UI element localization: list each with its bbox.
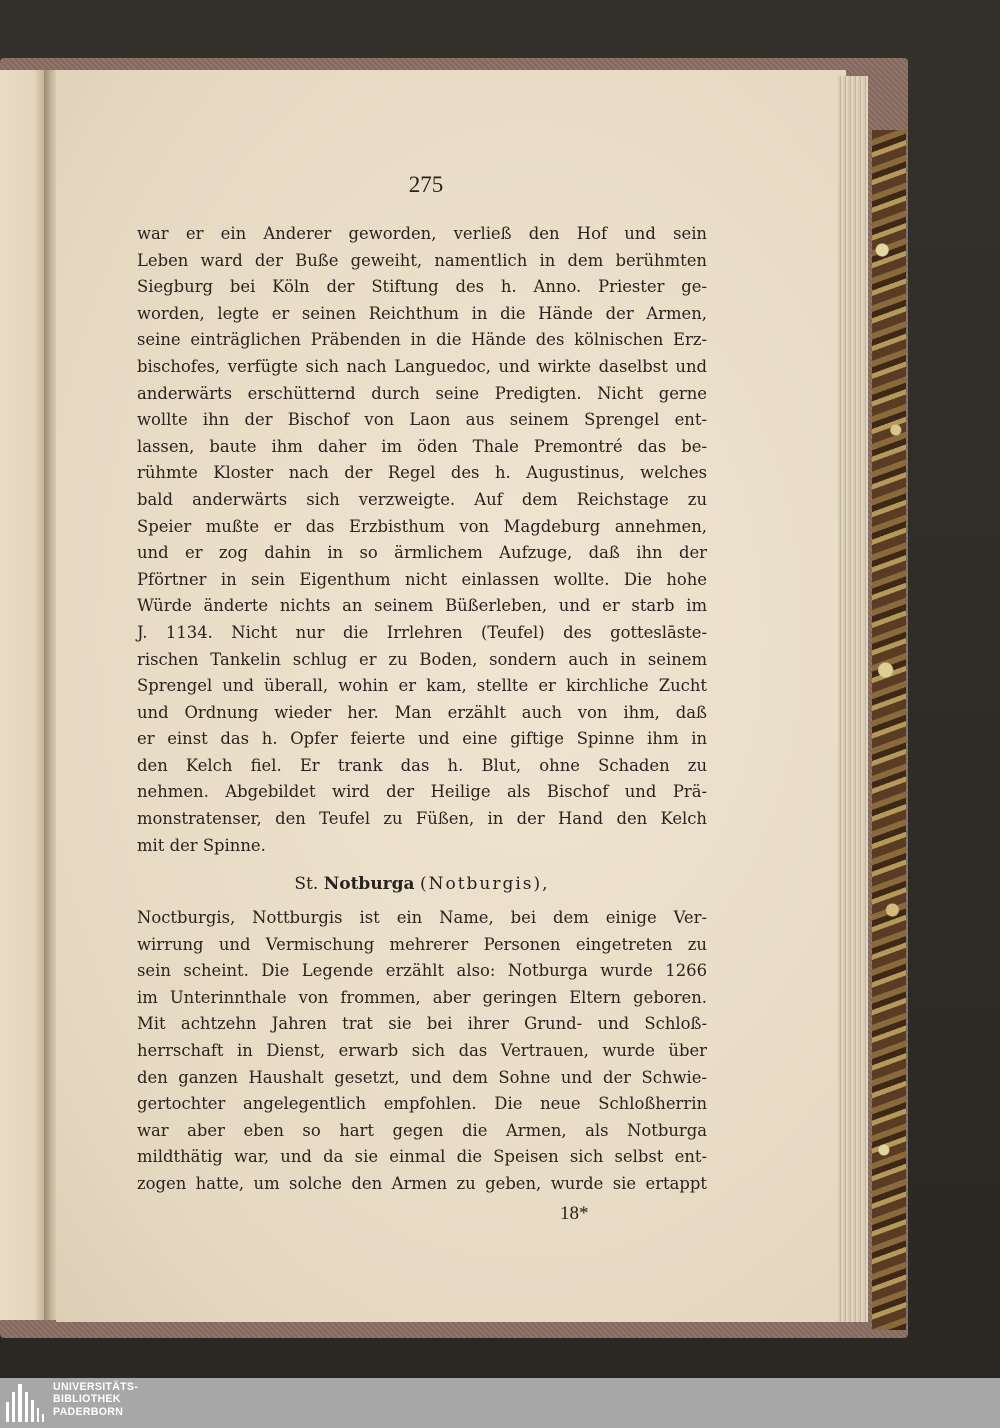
logo-line: BIBLIOTHEK xyxy=(53,1393,121,1406)
text-line: und Ordnung wieder her. Man erzählt auch von ihm, daß xyxy=(137,702,707,722)
text-line: Würde änderte nichts an seinem Büßerleben, und er starb im xyxy=(137,596,707,616)
text-line: rühmte Kloster nach der Regel des h. Augustinus, welches xyxy=(137,463,707,483)
text-line: und er zog dahin in so ärmlichem Aufzuge, daß ihn der xyxy=(137,543,707,563)
heading-alt-name: (Notburgis), xyxy=(419,874,550,894)
text-line: gertochter angelegentlich empfohlen. Die neue Schloßherrin xyxy=(137,1094,707,1114)
paragraph-norbert xyxy=(137,221,707,859)
text-line: er einst das h. Opfer feierte und eine giftige Spinne ihm in xyxy=(137,729,707,749)
library-logo-icon xyxy=(6,1384,46,1422)
text-line: Noctburgis, Nottburgis ist ein Name, bei dem einige Ver- xyxy=(137,908,707,927)
text-line: Pförtner in sein Eigenthum nicht einlassen wollte. Die hohe xyxy=(137,569,707,589)
text-line: monstratenser, den Teufel zu Füßen, in der Hand den Kelch xyxy=(137,809,707,829)
text-line: J. 1134. Nicht nur die Irrlehren (Teufel) des gotteslāste- xyxy=(137,622,707,642)
text-line: anderwärts erschütternd durch seine Predigten. Nicht gerne xyxy=(137,383,707,403)
text-line: wollte ihn der Bischof von Laon aus seinem Sprengel ent- xyxy=(137,410,707,430)
text-line: bischofes, verfügte sich nach Languedoc, und wirkte daselbst und xyxy=(137,356,707,376)
text-line: im Unterinnthale von frommen, aber geringen Eltern geboren. xyxy=(137,987,707,1007)
text-line: Speier mußte er das Erzbisthum von Magdeburg annehmen, xyxy=(137,516,707,536)
text-line: war aber eben so hart gegen die Armen, als Notburga xyxy=(137,1120,707,1140)
text-line: worden, legte er seinen Reichthum in die Hände der Armen, xyxy=(137,303,707,323)
text-line: mit der Spinne. xyxy=(137,835,266,855)
text-line: rischen Tankelin schlug er zu Boden, sondern auch in seinem xyxy=(137,649,707,669)
page-number: 275 xyxy=(408,172,444,197)
library-footer-bar xyxy=(0,1378,1000,1428)
text-line: den Kelch fiel. Er trank das h. Blut, ohne Schaden zu xyxy=(137,755,707,775)
paragraph-notburga xyxy=(137,905,707,1198)
text-line: wirrung und Vermischung mehrerer Personen eingetreten zu xyxy=(137,934,707,954)
text-line: zogen hatte, um solche den Armen zu geben, wurde sie ertappt xyxy=(137,1173,707,1193)
text-line: sein scheint. Die Legende erzählt also: Notburga wurde 1266 xyxy=(137,961,707,981)
left-page-sliver xyxy=(0,70,48,1320)
section-heading xyxy=(137,874,707,894)
library-logo-text xyxy=(53,1381,138,1418)
text-line: seine einträglichen Präbenden in die Hände des kölnischen Erz- xyxy=(137,330,707,350)
signature-mark: 18* xyxy=(560,1203,589,1224)
text-line: Leben ward der Buße geweiht, namentlich in dem berühmten xyxy=(137,250,707,270)
logo-line: UNIVERSITÄTS- xyxy=(53,1381,139,1393)
logo-line: PADERBORN xyxy=(53,1405,124,1418)
text-line: bald anderwärts sich verzweigte. Auf dem Reichstage zu xyxy=(137,489,707,509)
text-line: Sprengel und überall, wohin er kam, stellte er kirchliche Zucht xyxy=(137,676,707,696)
text-line: mildthätig war, und da sie einmal die Speisen sich selbst ent- xyxy=(137,1147,707,1167)
marbled-cover-edge xyxy=(872,130,906,1330)
heading-prefix: St. xyxy=(294,874,319,894)
heading-name: Notburga xyxy=(323,874,415,894)
text-line: lassen, baute ihm daher im öden Thale Premontré das be- xyxy=(137,436,707,456)
text-line: herrschaft in Dienst, erwarb sich das Vertrauen, wurde über xyxy=(137,1040,707,1060)
text-line: nehmen. Abgebildet wird der Heilige als Bischof und Prä- xyxy=(137,782,707,802)
text-line: den ganzen Haushalt gesetzt, und dem Sohne und der Schwie- xyxy=(137,1067,707,1087)
page-block-edges xyxy=(838,76,868,1322)
text-line: war er ein Anderer geworden, verließ den Hof und sein xyxy=(137,224,707,243)
text-line: Siegburg bei Köln der Stiftung des h. Anno. Priester ge- xyxy=(137,277,707,297)
text-line: Mit achtzehn Jahren trat sie bei ihrer Grund- und Schloß- xyxy=(137,1014,707,1034)
